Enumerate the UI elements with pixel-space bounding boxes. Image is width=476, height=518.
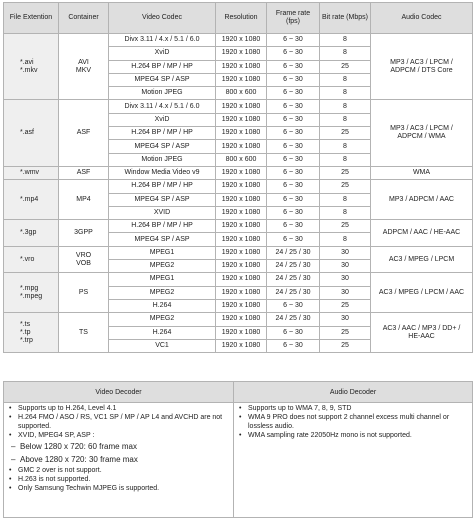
bit-rate-cell: 25	[320, 220, 371, 233]
container-cell	[59, 100, 109, 166]
bit-rate-cell: 8	[320, 233, 371, 246]
audio-codec: AC3 / MPEG / LPCM / AAC	[378, 288, 465, 296]
audio-decoder-note: • WMA 9 PRO does not support 2 channel excess multi channel or lossless audio.	[238, 414, 468, 431]
frame-rate-cell: 24 / 25 / 30	[267, 246, 320, 259]
video-codec-cell: MPEG4 SP / ASP	[109, 140, 216, 153]
table-row	[4, 34, 473, 47]
file-extension: *.avi	[20, 58, 34, 66]
bit-rate-cell: 30	[320, 313, 371, 326]
resolution-cell: 1920 x 1080	[216, 339, 267, 352]
file-extension: *.trp	[20, 336, 33, 344]
container-name: ASF	[76, 169, 91, 177]
video-codec-cell: Divx 3.11 / 4.x / 5.1 / 6.0	[109, 100, 216, 113]
frame-rate-cell: 6 ~ 30	[267, 153, 320, 166]
file-extension-cell	[4, 273, 59, 313]
resolution-cell: 1920 x 1080	[216, 233, 267, 246]
audio-codec: ADPCM / WMA	[397, 133, 446, 141]
header-bit-rate: Bit rate (Mbps)	[320, 3, 371, 34]
resolution-cell: 1920 x 1080	[216, 166, 267, 179]
container-name: MP4	[76, 195, 91, 203]
video-codec-cell: MPEG4 SP / ASP	[109, 73, 216, 86]
bit-rate-cell: 25	[320, 166, 371, 179]
audio-codec: ADPCM / AAC / HE-AAC	[382, 228, 461, 236]
audio-decoder-notes	[234, 403, 473, 518]
frame-rate-cell: 6 ~ 30	[267, 220, 320, 233]
table-row	[4, 273, 473, 286]
container-name: PS	[78, 288, 89, 296]
frame-rate-cell: 6 ~ 30	[267, 193, 320, 206]
resolution-cell: 1920 x 1080	[216, 127, 267, 140]
video-codec-cell: XviD	[109, 113, 216, 126]
resolution-cell: 1920 x 1080	[216, 113, 267, 126]
audio-codec: AC3 / AAC / MP3 / DD+ /	[382, 324, 461, 332]
container-name: TS	[79, 328, 88, 336]
file-extension: *.mp4	[20, 195, 39, 203]
bit-rate-cell: 25	[320, 127, 371, 140]
frame-rate-cell: 6 ~ 30	[267, 140, 320, 153]
audio-codec-cell	[371, 166, 473, 179]
container-cell	[59, 246, 109, 273]
frame-rate-cell: 24 / 25 / 30	[267, 273, 320, 286]
container-name: MKV	[75, 66, 92, 74]
frame-rate-cell: 6 ~ 30	[267, 339, 320, 352]
header-frame-rate: Frame rate (fps)	[267, 3, 320, 34]
frame-rate-cell: 6 ~ 30	[267, 100, 320, 113]
video-codec-cell: H.264 BP / MP / HP	[109, 60, 216, 73]
bit-rate-cell: 30	[320, 286, 371, 299]
decoder-table	[3, 381, 473, 518]
frame-rate-cell: 6 ~ 30	[267, 73, 320, 86]
audio-codec-cell	[371, 246, 473, 273]
video-decoder-note: • XVID, MPEG4 SP, ASP :	[8, 432, 229, 441]
video-decoder-subnote: – Above 1280 x 720: 30 frame max	[8, 454, 229, 466]
file-extension-cell	[4, 180, 59, 220]
audio-codec-cell	[371, 273, 473, 313]
resolution-cell: 800 x 600	[216, 87, 267, 100]
video-codec-cell: Motion JPEG	[109, 153, 216, 166]
video-decoder-list	[8, 405, 229, 493]
video-codec-cell: H.264	[109, 299, 216, 312]
audio-codec-cell	[371, 100, 473, 166]
format-table	[3, 2, 473, 353]
video-codec-cell: MPEG2	[109, 260, 216, 273]
table-row	[4, 180, 473, 193]
file-extension-cell	[4, 166, 59, 179]
bit-rate-cell: 8	[320, 140, 371, 153]
audio-codec: MP3 / AC3 / LPCM /	[390, 58, 453, 66]
bit-rate-cell: 8	[320, 193, 371, 206]
file-extension: *.mkv	[20, 66, 38, 74]
bit-rate-cell: 25	[320, 180, 371, 193]
bit-rate-cell: 8	[320, 153, 371, 166]
video-decoder-note: • Supports up to H.264, Level 4.1	[8, 405, 229, 414]
file-extension: *.asf	[20, 129, 35, 137]
resolution-cell: 1920 x 1080	[216, 47, 267, 60]
bit-rate-cell: 25	[320, 60, 371, 73]
resolution-cell: 1920 x 1080	[216, 299, 267, 312]
video-codec-cell: MPEG4 SP / ASP	[109, 233, 216, 246]
audio-codec-cell	[371, 180, 473, 220]
video-decoder-notes	[4, 403, 234, 518]
file-extension-cell	[4, 246, 59, 273]
video-decoder-note: • H.264 FMO / ASO / RS, VC1 SP / MP / AP L4 and AVCHD are not supported.	[8, 414, 229, 431]
frame-rate-cell: 24 / 25 / 30	[267, 260, 320, 273]
header-audio-codec: Audio Codec	[371, 3, 473, 34]
bit-rate-cell: 8	[320, 113, 371, 126]
file-extension: *.3gp	[20, 228, 37, 236]
table-row	[4, 166, 473, 179]
audio-codec: MP3 / ADPCM / AAC	[389, 195, 454, 203]
container-name: VRO	[75, 251, 92, 259]
video-codec-cell: H.264 BP / MP / HP	[109, 127, 216, 140]
video-codec-cell: XVID	[109, 206, 216, 219]
bit-rate-cell: 25	[320, 326, 371, 339]
video-decoder-note: • Only Samsung Techwin MJPEG is supported.	[8, 485, 229, 494]
frame-rate-cell: 24 / 25 / 30	[267, 313, 320, 326]
resolution-cell: 1920 x 1080	[216, 326, 267, 339]
video-codec-cell: H.264 BP / MP / HP	[109, 180, 216, 193]
bit-rate-cell: 8	[320, 47, 371, 60]
resolution-cell: 1920 x 1080	[216, 193, 267, 206]
video-codec-cell: MPEG2	[109, 313, 216, 326]
video-decoder-subnote: – Below 1280 x 720: 60 frame max	[8, 441, 229, 453]
table-row	[4, 313, 473, 326]
frame-rate-cell: 6 ~ 30	[267, 326, 320, 339]
frame-rate-cell: 6 ~ 30	[267, 60, 320, 73]
audio-codec-cell	[371, 220, 473, 247]
bit-rate-cell: 8	[320, 206, 371, 219]
audio-codec-cell	[371, 313, 473, 353]
container-cell	[59, 34, 109, 100]
video-decoder-sublist	[8, 441, 229, 465]
resolution-cell: 1920 x 1080	[216, 100, 267, 113]
file-extension: *.tp	[20, 328, 31, 336]
audio-decoder-note: • Supports up to WMA 7, 8, 9, STD	[238, 405, 468, 414]
video-codec-cell: H.264 BP / MP / HP	[109, 220, 216, 233]
resolution-cell: 1920 x 1080	[216, 73, 267, 86]
audio-codec-cell	[371, 34, 473, 100]
bit-rate-cell: 8	[320, 34, 371, 47]
bit-rate-cell: 8	[320, 87, 371, 100]
frame-rate-cell: 6 ~ 30	[267, 166, 320, 179]
frame-rate-cell: 6 ~ 30	[267, 233, 320, 246]
video-codec-cell: MPEG1	[109, 246, 216, 259]
frame-rate-cell: 6 ~ 30	[267, 206, 320, 219]
container-cell	[59, 220, 109, 247]
container-name: AVI	[78, 58, 89, 66]
bit-rate-cell: 30	[320, 273, 371, 286]
table-row	[4, 246, 473, 259]
resolution-cell: 1920 x 1080	[216, 60, 267, 73]
bit-rate-cell: 8	[320, 100, 371, 113]
video-decoder-note: • GMC 2 over is not support.	[8, 467, 229, 476]
resolution-cell: 1920 x 1080	[216, 313, 267, 326]
frame-rate-cell: 6 ~ 30	[267, 47, 320, 60]
container-name: ASF	[76, 129, 91, 137]
file-extension: *.vro	[20, 255, 35, 263]
frame-rate-cell: 24 / 25 / 30	[267, 286, 320, 299]
resolution-cell: 1920 x 1080	[216, 140, 267, 153]
video-codec-cell: VC1	[109, 339, 216, 352]
resolution-cell: 1920 x 1080	[216, 206, 267, 219]
table-header-row	[4, 3, 473, 34]
container-name: VOB	[76, 259, 91, 267]
table-body	[4, 34, 473, 353]
container-cell	[59, 180, 109, 220]
frame-rate-cell: 6 ~ 30	[267, 299, 320, 312]
video-decoder-title: Video Decoder	[4, 382, 234, 403]
header-container: Container	[59, 3, 109, 34]
file-extension: *.mpeg	[20, 292, 43, 300]
bit-rate-cell: 30	[320, 260, 371, 273]
audio-decoder-note: • WMA sampling rate 22050Hz mono is not supported.	[238, 432, 468, 441]
video-decoder-note: • H.263 is not supported.	[8, 476, 229, 485]
file-extension-cell	[4, 220, 59, 247]
file-extension-cell	[4, 100, 59, 166]
resolution-cell: 1920 x 1080	[216, 260, 267, 273]
file-extension-cell	[4, 313, 59, 353]
audio-codec: WMA	[412, 169, 431, 177]
video-codec-cell: Divx 3.11 / 4.x / 5.1 / 6.0	[109, 34, 216, 47]
header-file-extension: File Extention	[4, 3, 59, 34]
resolution-cell: 800 x 600	[216, 153, 267, 166]
video-codec-cell: XviD	[109, 47, 216, 60]
bit-rate-cell: 8	[320, 73, 371, 86]
bit-rate-cell: 25	[320, 299, 371, 312]
file-extension: *.wmv	[20, 169, 40, 177]
video-codec-cell: MPEG4 SP / ASP	[109, 193, 216, 206]
video-codec-cell: MPEG2	[109, 286, 216, 299]
resolution-cell: 1920 x 1080	[216, 273, 267, 286]
audio-codec: MP3 / AC3 / LPCM /	[390, 125, 453, 133]
video-codec-cell: Motion JPEG	[109, 87, 216, 100]
audio-decoder-title: Audio Decoder	[234, 382, 473, 403]
bit-rate-cell: 25	[320, 339, 371, 352]
frame-rate-cell: 6 ~ 30	[267, 180, 320, 193]
header-video-codec: Video Codec	[109, 3, 216, 34]
frame-rate-cell: 6 ~ 30	[267, 34, 320, 47]
frame-rate-cell: 6 ~ 30	[267, 87, 320, 100]
file-extension: *.ts	[20, 320, 31, 328]
frame-rate-cell: 6 ~ 30	[267, 113, 320, 126]
video-codec-cell: MPEG1	[109, 273, 216, 286]
resolution-cell: 1920 x 1080	[216, 180, 267, 193]
audio-codec: HE-AAC	[408, 332, 435, 340]
table-row	[4, 220, 473, 233]
container-cell	[59, 166, 109, 179]
video-codec-cell: H.264	[109, 326, 216, 339]
bit-rate-cell: 30	[320, 246, 371, 259]
frame-rate-cell: 6 ~ 30	[267, 127, 320, 140]
audio-codec: ADPCM / DTS Core	[390, 66, 453, 74]
resolution-cell: 1920 x 1080	[216, 286, 267, 299]
audio-decoder-list	[238, 405, 468, 440]
resolution-cell: 1920 x 1080	[216, 34, 267, 47]
container-cell	[59, 313, 109, 353]
header-resolution: Resolution	[216, 3, 267, 34]
container-name: 3GPP	[74, 228, 93, 236]
resolution-cell: 1920 x 1080	[216, 220, 267, 233]
audio-codec: AC3 / MPEG / LPCM	[388, 255, 455, 263]
container-cell	[59, 273, 109, 313]
file-extension-cell	[4, 34, 59, 100]
resolution-cell: 1920 x 1080	[216, 246, 267, 259]
video-codec-cell: Window Media Video v9	[109, 166, 216, 179]
file-extension: *.mpg	[20, 284, 39, 292]
table-row	[4, 100, 473, 113]
